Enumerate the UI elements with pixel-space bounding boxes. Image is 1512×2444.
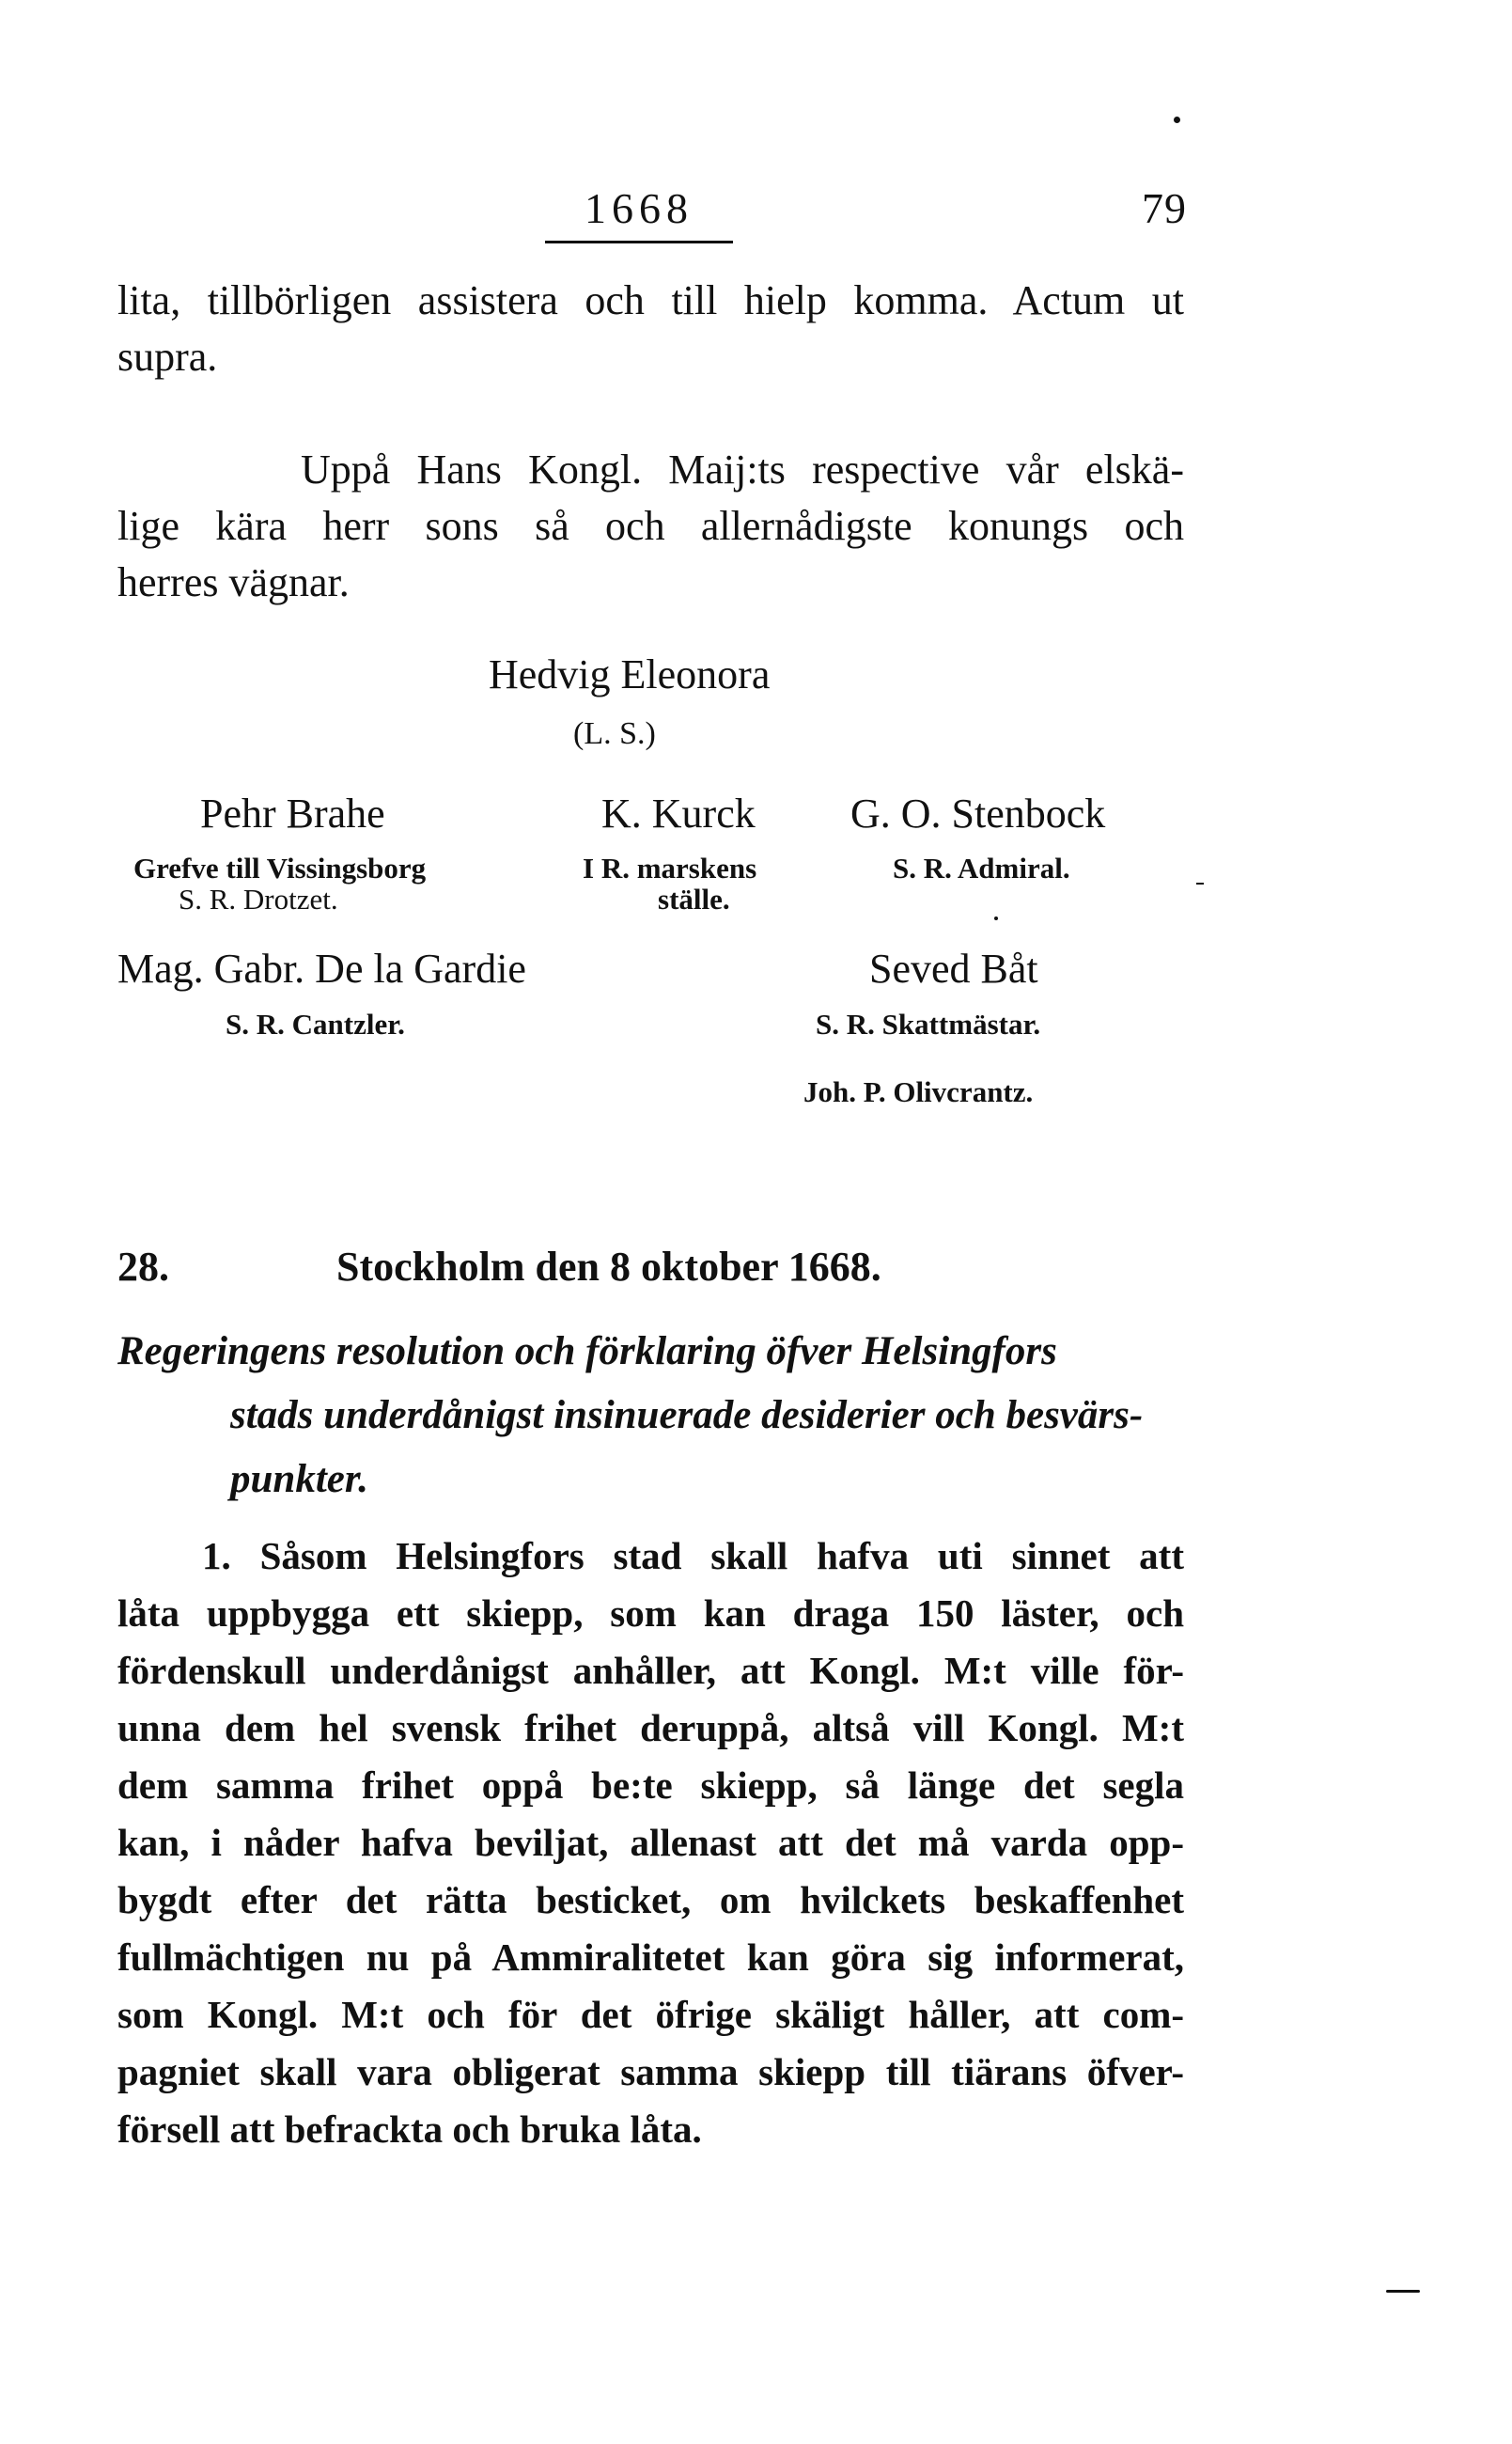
intro-paragraph xyxy=(117,273,1184,385)
title-line: stads underdånigst insinuerade desiderier och besvärs- xyxy=(230,1393,1144,1437)
body-line: unna dem hel svensk frihet deruppå, altså vill Kongl. M:t xyxy=(117,1706,1184,1749)
signature-baat-title: S. R. Skattmästar. xyxy=(816,1008,1041,1041)
signature-kurck-office: ställe. xyxy=(658,883,730,916)
document-number: 28. xyxy=(117,1244,169,1290)
signature-stenbock-title: S. R. Admiral. xyxy=(893,852,1070,885)
body-line: pagniet skall vara obligerat samma skiepp till tiärans öfver- xyxy=(117,2050,1184,2093)
seal-mark: (L. S.) xyxy=(573,716,656,751)
title-line: Regeringens resolution och förklaring öfver Helsingfors xyxy=(117,1329,1057,1373)
signature-stenbock-name: G. O. Stenbock xyxy=(850,791,1106,837)
signature-queen-name: Hedvig Eleonora xyxy=(489,651,771,697)
scan-speck xyxy=(1386,2290,1420,2293)
document-title xyxy=(117,1320,1184,1512)
body-line: försell att befrackta och bruka låta. xyxy=(117,2107,702,2151)
text-line: herres vägnar. xyxy=(117,559,350,605)
body-line: dem samma frihet oppå be:te skiepp, så länge det segla xyxy=(117,1763,1184,1807)
text-line: supra. xyxy=(117,334,218,380)
countersignature: Joh. P. Olivcrantz. xyxy=(803,1075,1034,1108)
body-line: fördenskull underdånigst anhåller, att Kongl. M:t ville för- xyxy=(117,1649,1184,1692)
document-body xyxy=(117,1528,1184,2158)
scan-speck xyxy=(1196,883,1204,885)
body-line: 1. Såsom Helsingfors stad skall hafva uti sinnet att xyxy=(202,1534,1184,1577)
body-line: låta uppbygga ett skiepp, som kan draga 150 läster, och xyxy=(117,1591,1184,1635)
scan-speck xyxy=(994,916,998,920)
signature-baat-name: Seved Båt xyxy=(869,946,1038,992)
page-number: 79 xyxy=(1142,184,1187,232)
document-place-date: Stockholm den 8 oktober 1668. xyxy=(336,1244,881,1290)
signature-kurck-name: K. Kurck xyxy=(601,791,756,837)
signature-brahe-title: Grefve till Vissingsborg xyxy=(133,852,427,885)
body-line: fullmächtigen nu på Ammiralitetet kan göra sig informerat, xyxy=(117,1935,1184,1979)
signature-gardie-title: S. R. Cantzler. xyxy=(226,1008,405,1041)
running-head-year: 1668 xyxy=(545,183,733,243)
signature-kurck-title: I R. marskens xyxy=(583,852,757,885)
text-line: Uppå Hans Kongl. Maij:ts respective vår elskä- xyxy=(301,446,1184,493)
body-line: som Kongl. M:t och för det öfrige skäligt håller, att com- xyxy=(117,1993,1184,2036)
body-line: kan, i nåder hafva beviljat, allenast att det må varda opp- xyxy=(117,1821,1184,1864)
signature-brahe-name: Pehr Brahe xyxy=(200,791,385,837)
text-line: lige kära herr sons så och allernådigste konungs och xyxy=(117,503,1184,549)
signature-brahe-office: S. R. Drotzet. xyxy=(179,883,338,916)
body-line: bygdt efter det rätta besticket, om hvilckets beskaffenhet xyxy=(117,1878,1184,1921)
text-line: lita, tillbörligen assistera och till hielp komma. Actum ut xyxy=(117,277,1184,323)
formula-paragraph xyxy=(117,442,1184,611)
title-line: punkter. xyxy=(230,1457,368,1501)
signature-gardie-name: Mag. Gabr. De la Gardie xyxy=(117,946,526,992)
scan-speck xyxy=(1174,117,1180,123)
